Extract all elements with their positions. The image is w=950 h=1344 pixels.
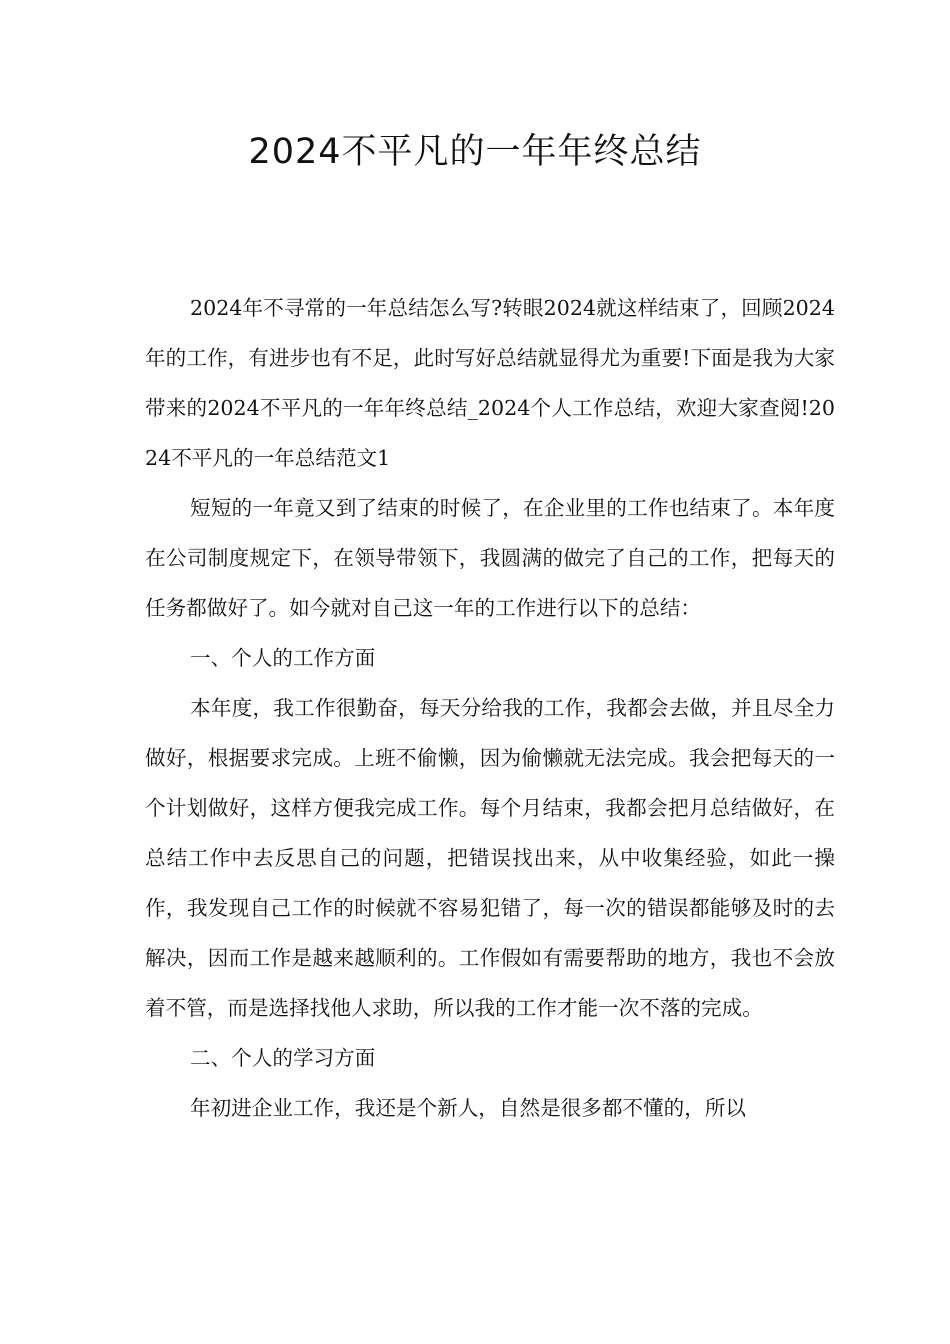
body-paragraph: 短短的一年竟又到了结束的时候了，在企业里的工作也结束了。本年度在公司制度规定下，在领导带领下，我圆满的做完了自己的工作，把每天的任务都做好了。如今就对自己这一年的工作进行以下的总结： — [145, 496, 835, 620]
document-body — [145, 283, 835, 1133]
section-heading-work: 一、个人的工作方面 — [190, 646, 376, 670]
section-heading-study: 二、个人的学习方面 — [190, 1046, 376, 1070]
body-paragraph: 本年度，我工作很勤奋，每天分给我的工作，我都会去做，并且尽全力做好，根据要求完成。上班不偷懒，因为偷懒就无法完成。我会把每天的一个计划做好，这样方便我完成工作。每个月结束，我都会把月总结做好，在总结工作中去反思自己的问题，把错误找出来，从中收集经验，如此一操作，我发现自己工作的时候就不容易犯错了，每一次的错误都能够及时的去解决，因而工作是越来越顺利的。工作假如有需要帮助的地方，我也不会放着不管，而是选择找他人求助，所以我的工作才能一次不落的完成。 — [145, 696, 835, 1020]
body-paragraph: 年初进企业工作，我还是个新人，自然是很多都不懂的，所以 — [190, 1096, 747, 1120]
document-title: 2024不平凡的一年年终总结 — [248, 132, 702, 172]
intro-paragraph: 2024年不寻常的一年总结怎么写?转眼2024就这样结束了，回顾2024年的工作，有进步也有不足，此时写好总结就显得尤为重要!下面是我为大家带来的2024不平凡的一年年终总结_2024个人工作总结，欢迎大家查阅!2024不平凡的一年总结范文1 — [145, 296, 835, 470]
